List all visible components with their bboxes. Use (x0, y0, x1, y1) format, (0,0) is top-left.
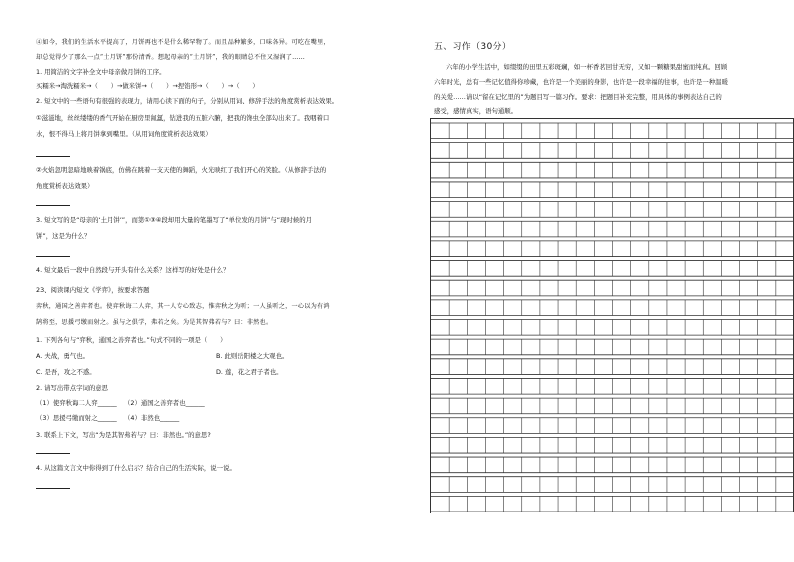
option-d: D. 莲，花之君子者也。 (216, 367, 283, 376)
composition-prompt-line: 感受，感情真实，语句通顺。 (434, 107, 518, 116)
answer-line (36, 256, 70, 257)
option-a: A. 夫战，勇气也。 (36, 352, 90, 360)
question-2: 2. 短文中的一些语句有很强的表现力，请用心读下面的句子，分别从用词、修辞手法的角度赏析表达效果。 (36, 97, 339, 105)
word-meaning-1: （1）使弈秋诲二人弈______ (36, 398, 117, 407)
answer-line (36, 488, 70, 489)
left-column (36, 38, 396, 489)
section-23-question-2: 2. 请写出带点字词的意思 (36, 384, 109, 392)
word-meaning-4: （4）非然也______ (124, 414, 180, 422)
question-3-cont: 饼”，这是为什么？ (36, 232, 91, 240)
question-2-sentence-1-cont: 水，恨不得马上将月饼拿到嘴里。（从用词角度赏析表达效果） (36, 130, 212, 138)
word-meaning-row (36, 413, 396, 424)
question-3: 3. 短文写的是“母亲的‘土月饼’”，而第①③④段却用大量的笔墨写了“单位发的月饼”与“现时候的月 (36, 215, 312, 224)
options-row (36, 351, 396, 362)
passage-paragraph-line: ④如今，我们的生活水平提高了，月饼再也不是什么稀罕物了。而且品种繁多，口味各异。可吃在嘴里， (36, 39, 330, 46)
question-2-sentence-1: ①滋滋地，丝丝缕缕的香气开始在厨房里氤氲，钻进我的五脏六腑，把我的馋虫全部勾出来了。我咽着口 (36, 113, 330, 122)
word-meaning-row (36, 398, 396, 409)
section-23-title: 23、阅读课内短文《学弈》，按要求答题 (36, 286, 150, 294)
word-meaning-2: （2）通国之善弈者也______ (124, 398, 205, 407)
question-4: 4. 短文最后一段中自然段与开头有什么关系？这样写的好处是什么？ (36, 265, 230, 274)
section-23-question-3: 3. 联系上下文，写出“为是其智弗若与？曰：非然也。”的意思? (36, 430, 211, 439)
composition-prompt-line: 六年时光，总有一些记忆值得你珍藏，也许是一个美丽的身影，也许是一段幸福的往事，也许是一种温暖 (434, 77, 728, 86)
classical-text-line: 鹄将至，思援弓缴而射之。虽与之俱学，弗若之矣。为是其智弗若与？曰：非然也。 (36, 319, 273, 326)
answer-line (36, 156, 70, 157)
question-1: 1. 用简洁的文字补全文中母亲做月饼的工序。 (36, 68, 166, 76)
composition-section-title: 五、习作（30分） (434, 42, 512, 52)
composition-prompt-line: 的关爱……请以“留在记忆里的”为题目写一篇习作。要求：把题目补充完整，用具体的事例表达自己的 (434, 92, 722, 101)
right-column (434, 40, 792, 117)
passage-paragraph-line: 却总觉得少了那么一点“土月饼”那份清香。想起母亲的“土月饼”，我的眼睛总不住又湿润了…… (36, 53, 305, 61)
writing-grid-lines (431, 119, 794, 512)
section-23-question-1: 1. 下列各句与“弈秋，通国之善弈者也。”句式不同的一项是（ ） (36, 335, 227, 344)
word-meaning-3: （3）思援弓缴而射之______ (36, 414, 117, 422)
option-c: C. 是吾，攻之不惑。 (36, 367, 96, 376)
answer-line (36, 205, 70, 206)
composition-prompt-line: 六年的小学生活中，如缀缀的田里五彩斑斓，如一杯香茗回甘无穷，又如一颗糖果甜蜜而纯真。回顾 (446, 63, 728, 71)
classical-text-line: 弈秋，通国之善弈者也。使弈秋诲二人弈，其一人专心致志，惟弈秋之为听；一人虽听之，一心以为有鸿 (36, 302, 330, 310)
option-b: B. 此则岳阳楼之大观也。 (216, 352, 289, 360)
question-1-steps: 买糯米→淘洗糯米→（ ）→做米饼→（ ）→捏馅形→（ ）→（ ） (36, 81, 259, 90)
question-2-sentence-2-cont: 角度赏析表达效果） (36, 182, 94, 190)
question-2-sentence-2: ②火焰忽明忽暗地映着锅底，仿佛在跳着一支天使的舞蹈，火光映红了我们开心的笑脸。（从修辞手法的 (36, 165, 327, 174)
section-23-question-4: 4. 从这篇文言文中你得到了什么启示？结合自己的生活实际，说一说。 (36, 464, 236, 472)
options-row (36, 367, 396, 378)
answer-line (36, 453, 70, 454)
writing-grid[interactable] (430, 118, 794, 513)
